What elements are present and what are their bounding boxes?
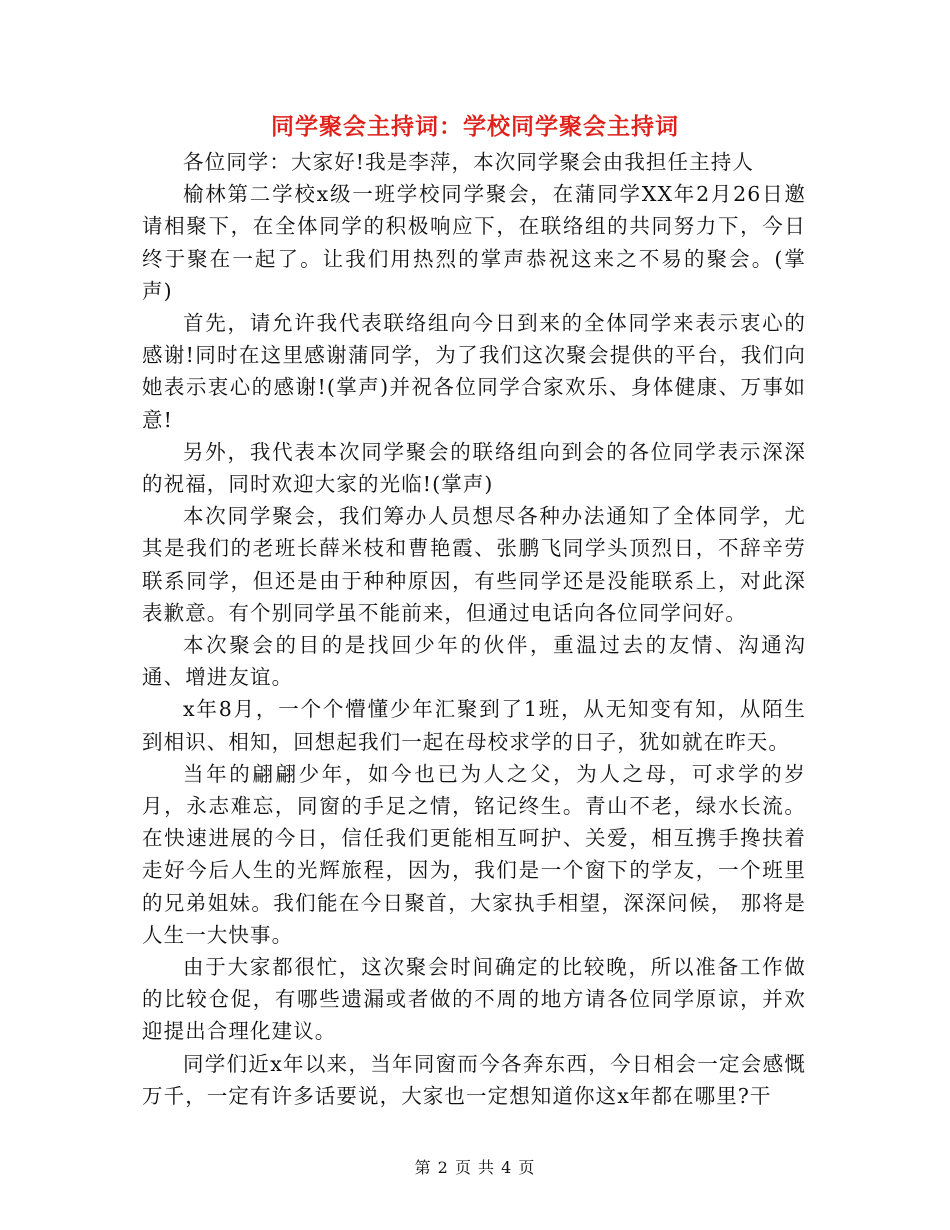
paragraph-4: 另外，我代表本次同学聚会的联络组向到会的各位同学表示深深的祝福，同时欢迎大家的光临!(掌声) — [142, 439, 806, 497]
document-title: 同学聚会主持词：学校同学聚会主持词 — [271, 113, 679, 140]
paragraph-1: 各位同学：大家好!我是李萍，本次同学聚会由我担任主持人 — [183, 150, 754, 174]
paragraph-2: 榆林第二学校x级一班学校同学聚会，在蒲同学XX年2月26日邀请相聚下，在全体同学的积极响应下，在联络组的共同努力下，今日终于聚在一起了。让我们用热烈的掌声恭祝这来之不易的聚会。(掌声) — [142, 182, 806, 303]
paragraph-10: 同学们近x年以来，当年同窗而今各奔东西，今日相会一定会感慨万千，一定有许多话要说，大家也一定想知道你这x年都在哪里?干 — [142, 1051, 806, 1108]
paragraph-7: x年8月，一个个懵懂少年汇聚到了1班，从无知变有知，从陌生到相识、相知，回想起我们一起在母校求学的日子，犹如就在昨天。 — [142, 697, 806, 754]
paragraph-6: 本次聚会的目的是找回少年的伙伴，重温过去的友情、沟通沟通、增进友谊。 — [142, 633, 806, 690]
paragraph-3: 首先，请允许我代表联络组向今日到来的全体同学来表示衷心的感谢!同时在这里感谢蒲同学，为了我们这次聚会提供的平台，我们向她表示衷心的感谢!(掌声)并祝各位同学合家欢乐、身体健康、万事如意! — [142, 311, 806, 432]
paragraph-8: 当年的翩翩少年，如今也已为人之父，为人之母，可求学的岁月，永志难忘，同窗的手足之情，铭记终生。青山不老，绿水长流。在快速进展的今日，信任我们更能相互呵护、关爱，相互携手搀扶着走好今后人生的光辉旅程，因为，我们是一个窗下的学友，一个班里的兄弟姐妹。我们能在今日聚首，大家执手相望，深深问候， 那将是人生一大快事。 — [142, 761, 806, 947]
paragraph-5: 本次同学聚会，我们筹办人员想尽各种办法通知了全体同学，尤其是我们的老班长薛米枝和曹艳霞、张鹏飞同学头顶烈日，不辞辛劳联系同学，但还是由于种种原因，有些同学还是没能联系上，对此深表歉意。有个别同学虽不能前来，但通过电话向各位同学问好。 — [142, 504, 806, 625]
paragraph-9: 由于大家都很忙，这次聚会时间确定的比较晚，所以准备工作做的比较仓促，有哪些遗漏或者做的不周的地方请各位同学原谅，并欢迎提出合理化建议。 — [142, 955, 806, 1044]
document-body — [142, 146, 806, 1112]
page-footer: 第 2 页 共 4 页 — [414, 1158, 536, 1177]
